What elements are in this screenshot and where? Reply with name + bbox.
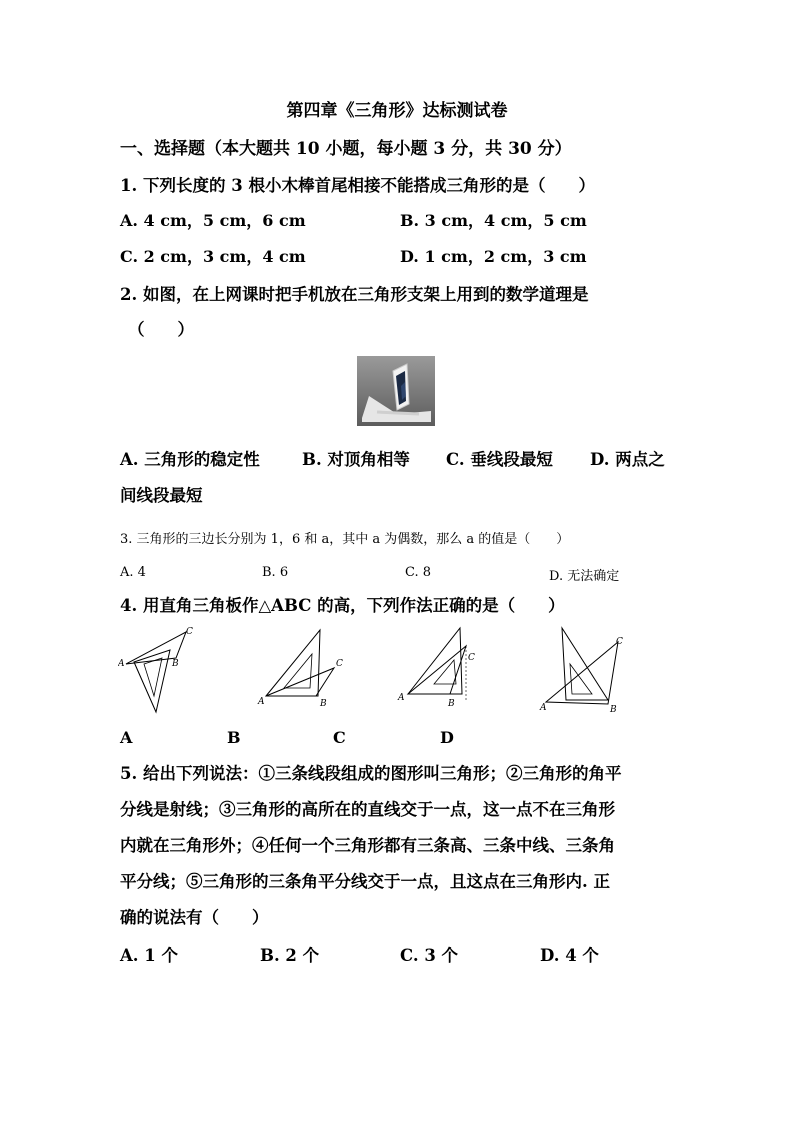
question-4-stem: 4. 用直角三角板作△ABC 的高，下列作法正确的是（ ） [120,596,565,615]
q4-figure-label-a: A [120,728,133,747]
q5-option-c: C. 3 个 [400,946,459,965]
q3-option-a: A. 4 [120,565,146,580]
q5-option-b: B. 2 个 [260,946,320,965]
figure-c-diagram [396,624,486,714]
phone-stand-photo [357,356,435,426]
q1-option-a: A. 4 cm，5 cm，6 cm [120,211,306,230]
figure-b-label-c: C [336,659,343,669]
q3-option-c: C. 8 [405,565,432,580]
question-5-line-1: 5. 给出下列说法：①三条线段组成的图形叫三角形；②三角形的角平 [120,764,622,783]
q3-option-b: B. 6 [262,565,289,580]
figure-c-label-c: C [468,653,475,663]
q4-figure-label-c: C [333,728,346,747]
question-5-line-5: 确的说法有（ ） [120,908,269,927]
figure-c-label-b: B [448,699,455,709]
q4-figure-label-b: B [227,728,241,747]
q5-option-a: A. 1 个 [120,946,179,965]
q2-option-d: D. 两点之 [590,450,665,469]
figure-b-label-a: A [258,697,265,707]
figure-a-label-b: B [172,659,179,669]
figure-d-diagram [536,624,636,716]
q1-option-d: D. 1 cm，2 cm，3 cm [400,247,587,266]
figure-d-label-c: C [616,637,623,647]
question-3-stem: 3. 三角形的三边长分别为 1，6 和 a，其中 a 为偶数，那么 a 的值是（ ） [120,532,570,547]
page-title: 第四章《三角形》达标测试卷 [286,101,508,121]
q2-option-a: A. 三角形的稳定性 [120,450,260,469]
q2-option-b: B. 对顶角相等 [302,450,410,469]
question-5-line-2: 分线是射线；③三角形的高所在的直线交于一点，这一点不在三角形 [120,800,615,819]
question-2-stem: 2. 如图，在上网课时把手机放在三角形支架上用到的数学道理是 [120,285,589,304]
q2-option-c: C. 垂线段最短 [446,450,553,469]
figure-a-label-c: C [186,627,193,637]
figure-a-diagram [118,624,198,719]
q4-figure-label-d: D [440,728,454,747]
section-heading: 一、选择题（本大题共 10 小题，每小题 3 分，共 30 分） [120,139,572,159]
figure-b-label-b: B [320,699,327,709]
figure-d-label-a: A [540,703,547,713]
question-2-paren: （ ） [128,320,194,339]
q1-option-b: B. 3 cm，4 cm，5 cm [400,211,587,230]
question-5-line-4: 平分线；⑤三角形的三条角平分线交于一点，且这点在三角形内. 正 [120,872,610,891]
figure-b-diagram [256,624,356,714]
figure-d-label-b: B [610,705,617,715]
q5-option-d: D. 4 个 [540,946,599,965]
figure-c-label-a: A [398,693,405,703]
q1-option-c: C. 2 cm，3 cm，4 cm [120,247,306,266]
question-1-stem: 1. 下列长度的 3 根小木棒首尾相接不能搭成三角形的是（ ） [120,176,595,195]
q2-option-d-wrap: 间线段最短 [120,486,203,505]
question-5-line-3: 内就在三角形外；④任何一个三角形都有三条高、三条中线、三条角 [120,836,615,855]
q3-option-d: D. 无法确定 [549,569,620,584]
figure-a-label-a: A [118,659,125,669]
